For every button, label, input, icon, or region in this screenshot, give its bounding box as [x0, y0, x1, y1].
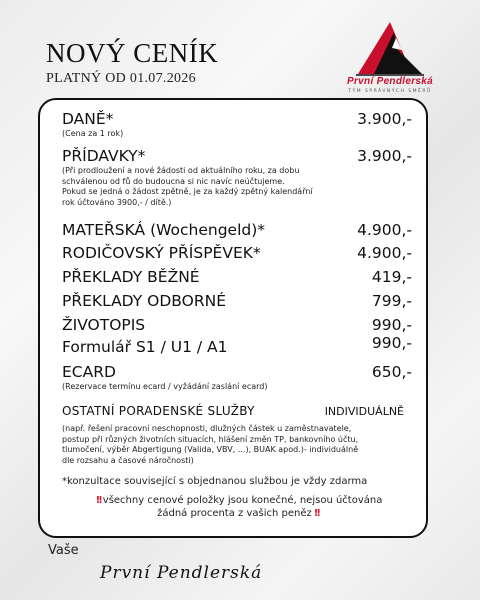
- item-price: 4.900,-: [357, 244, 412, 262]
- price-row-rodicovsky: [62, 244, 412, 262]
- logo-tagline: TÝM SPRÁVNÝCH SMĚRŮ: [348, 89, 432, 94]
- price-row-other-services: [62, 402, 412, 466]
- price-row-ecard: [62, 363, 412, 393]
- item-note: [62, 166, 412, 208]
- item-name: DANĚ*: [62, 110, 114, 128]
- item-price: 3.900,-: [357, 147, 412, 165]
- closing-greeting: Vaše: [48, 543, 79, 558]
- item-price: 799,-: [371, 292, 412, 310]
- price-row-formular: [62, 334, 412, 356]
- item-name: RODIČOVSKÝ PŘÍSPĚVEK*: [62, 244, 261, 262]
- item-price: 419,-: [371, 268, 412, 286]
- price-row-zivotopis: [62, 316, 412, 334]
- note-line: tlumočení, výběr Abgertigung (Valida, VBV, ...), BUAK apod.)- individuálně: [62, 445, 359, 454]
- brand-logo: [330, 18, 450, 98]
- note-line: dle rozsahu a časové náročnosti): [62, 455, 194, 465]
- item-price: 650,-: [371, 363, 412, 381]
- price-row-preklady-bezne: [62, 268, 412, 286]
- item-price: 3.900,-: [357, 110, 412, 128]
- double-exclamation-icon: !!: [95, 495, 101, 506]
- footnote-line: všechny cenové položky jsou konečné, nejsou účtována: [102, 495, 383, 506]
- note-line: (Při prodloužení a nové žádosti od aktuálního roku, za dobu: [62, 166, 300, 175]
- note-line: schválenou od fů do budoucna si nic navíc neúčtujeme.: [62, 176, 285, 186]
- note-line: rok účtováno 3900,- / dítě.): [62, 197, 172, 207]
- item-note: [62, 424, 412, 466]
- item-name: ŽIVOTOPIS: [62, 316, 146, 334]
- footnote-final-prices: [62, 494, 416, 520]
- price-row-preklady-odborne: [62, 292, 412, 310]
- item-price: 990,-: [371, 316, 412, 334]
- footnote-consultation: *konzultace související s objednanou službou je vždy zdarma: [62, 476, 368, 487]
- price-list-card: [38, 98, 428, 538]
- signature: První Pendlerská: [100, 563, 263, 583]
- item-note: (Rezervace termínu ecard / vyžádání zaslání ecard): [62, 382, 268, 391]
- sail-logo-icon: [352, 20, 428, 76]
- note-line: Pokud se jedná o žádost zpětně, je za každý zpětný kalendářní: [62, 187, 313, 196]
- logo-name: První Pendlerská: [347, 76, 433, 87]
- note-line: (např. řešení pracovní neschopnosti, dlužných částek u zaměstnavatele,: [62, 424, 352, 433]
- page-subtitle: PLATNÝ OD 01.07.2026: [46, 71, 196, 86]
- item-name: PŘEKLADY BĚŽNÉ: [62, 268, 200, 286]
- item-price: 990,-: [371, 334, 412, 352]
- item-name: MATEŘSKÁ (Wochengeld)*: [62, 221, 266, 239]
- page-title: NOVÝ CENÍK: [46, 38, 219, 68]
- item-name: PŘEKLADY ODBORNÉ: [62, 292, 227, 310]
- double-exclamation-icon: !!: [313, 508, 319, 519]
- item-name: PŘÍDAVKY*: [62, 147, 146, 165]
- item-price: INDIVIDUÁLNĚ: [324, 405, 404, 418]
- note-line: postup při různých životních situacích, hlášení změn TP, bankovního účtu,: [62, 434, 359, 444]
- footnote-line: žádná procenta z vašich peněz: [157, 508, 312, 519]
- item-name: ECARD: [62, 363, 116, 381]
- item-note: (Cena za 1 rok): [62, 129, 124, 138]
- item-name: Formulář S1 / U1 / A1: [62, 338, 228, 356]
- item-name: OSTATNÍ PORADENSKÉ SLUŽBY: [62, 404, 255, 418]
- price-row-dane: [62, 110, 412, 140]
- price-row-pridavky: [62, 147, 412, 208]
- price-row-materska: [62, 221, 412, 239]
- item-price: 4.900,-: [357, 221, 412, 239]
